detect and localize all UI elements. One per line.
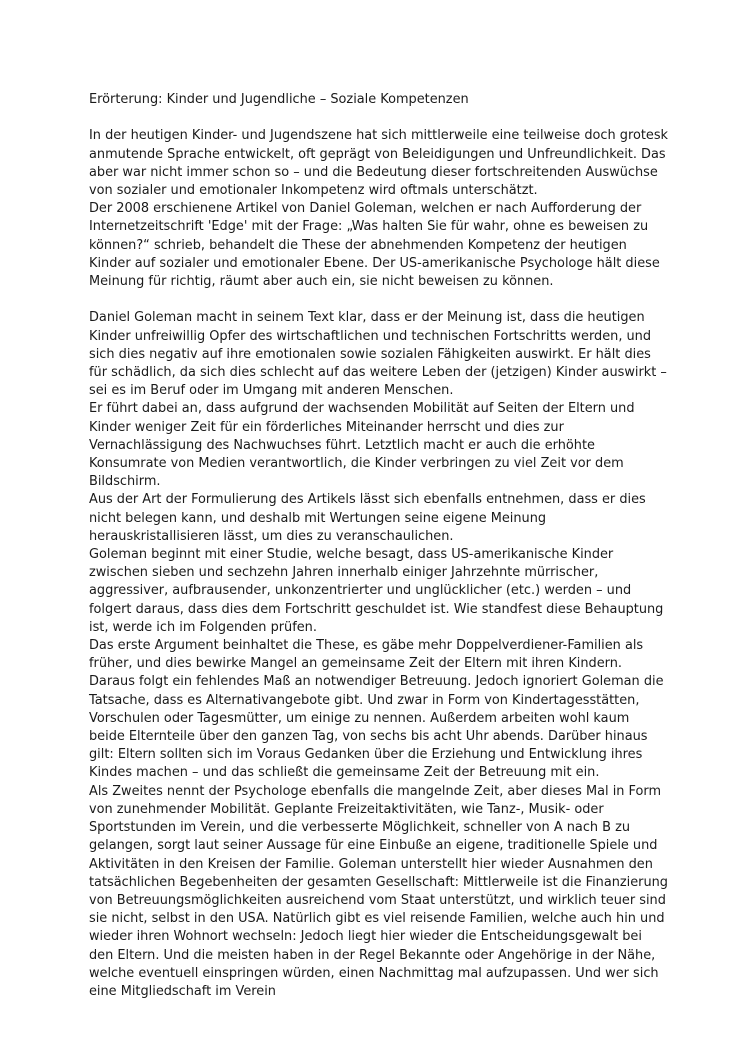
paragraph-mobility: Er führt dabei an, dass aufgrund der wachsenden Mobilität auf Seiten der Eltern und Kinder weniger Zeit für ein förderliches Miteinander herrscht und dies zur Vernachlässigung des Nachwuchses führt. Letztlich macht er auch die erhöhte Konsumrate von Medien verantwortlich, die Kinder verbringen zu viel Zeit vor dem Bildschirm. bbox=[89, 401, 635, 490]
paragraph-formulation: Aus der Art der Formulierung des Artikels lässt sich ebenfalls entnehmen, dass er dies nicht belegen kann, und deshalb mit Wertungen seine eigene Meinung herauskristallisieren lässt, um dies zu veranschaulichen. bbox=[89, 492, 646, 544]
document-body bbox=[89, 91, 669, 1001]
document-title: Erörterung: Kinder und Jugendliche – Soziale Kompetenzen bbox=[89, 92, 469, 107]
paragraph-article: Der 2008 erschienene Artikel von Daniel Goleman, welchen er nach Aufforderung der Internetzeitschrift 'Edge' mit der Frage: „Was halten Sie für wahr, ohne es beweisen zu können?“ schrieb, behandelt die These der abnehmenden Kompetenz der heutigen Kinder auf sozialer und emotionaler Ebene. Der US-amerikanische Psychologe hält diese Meinung für richtig, räumt aber auch ein, sie nicht beweisen zu können. bbox=[89, 201, 660, 290]
paragraph-study: Goleman beginnt mit einer Studie, welche besagt, dass US-amerikanische Kinder zwischen sieben und sechzehn Jahren innerhalb einiger Jahrzehnte mürrischer, aggressiver, aufbrausender, unkonzentrierter und unglücklicher (etc.) werden – und folgert daraus, dass dies dem Fortschritt geschuldet ist. Wie standfest diese Behauptung ist, werde ich im Folgenden prüfen. bbox=[89, 547, 664, 635]
paragraph-second-argument: Als Zweites nennt der Psychologe ebenfalls die mangelnde Zeit, aber dieses Mal in Form von zunehmender Mobilität. Geplante Freizeitaktivitäten, wie Tanz-, Musik- oder Sportstunden im Verein, und die verbesserte Möglichkeit, schneller von A nach B zu gelangen, sorgt laut seiner Aussage für eine Einbuße an eigene, traditionelle Spiele und Aktivitäten in den Kreisen der Familie. Goleman unterstellt hier wieder Ausnahmen den tatsächlichen Begebenheiten der gesamten Gesellschaft: Mittlerweile ist die Finanzierung von Betreuungsmöglichkeiten ausreichend vom Staat unterstützt, und wirklich teuer sind sie nicht, selbst in den USA. Natürlich gibt es viel reisende Familien, welche auch hin und wieder ihren Wohnort wechseln: Jedoch liegt hier wieder die Entscheidungsgewalt bei den Eltern. Und die meisten haben in der Regel Bekannte oder Angehörige in der Nähe, welche eventuell einspringen würden, einen Nachmittag mal aufzupassen. Und wer sich eine Mitgliedschaft im Verein bbox=[89, 783, 668, 999]
paragraph-first-argument: Das erste Argument beinhaltet die These, es gäbe mehr Doppelverdiener-Familien als früher, und dies bewirke Mangel an gemeinsame Zeit der Eltern mit ihren Kindern. Daraus folgt ein fehlendes Maß an notwendiger Betreuung. Jedoch ignoriert Goleman die Tatsache, dass es Alternativangebote gibt. Und zwar in Form von Kindertagesstätten, Vorschulen oder Tagesmütter, um einige zu nennen. Außerdem arbeiten wohl kaum beide Elternteile über den ganzen Tag, von sechs bis acht Uhr abends. Darüber hinaus gilt: Eltern sollten sich im Voraus Gedanken über die Erziehung und Entwicklung ihres Kindes machen – und das schließt die gemeinsame Zeit der Betreuung mit ein. bbox=[89, 638, 664, 781]
paragraph-gap bbox=[89, 291, 669, 309]
paragraph-thesis: Daniel Goleman macht in seinem Text klar, dass er der Meinung ist, dass die heutigen Kinder unfreiwillig Opfer des wirtschaftlichen und technischen Fortschritts werden, und sich dies negativ auf ihre emotionalen sowie sozialen Fähigkeiten auswirkt. Er hält dies für schädlich, da sich dies schlecht auf das weitere Leben der (jetzigen) Kinder auswirkt – sei es im Beruf oder im Umgang mit anderen Menschen. bbox=[89, 310, 667, 399]
paragraph-intro: In der heutigen Kinder- und Jugendszene hat sich mittlerweile eine teilweise doch grotesk anmutende Sprache entwickelt, oft geprägt von Beleidigungen und Unfreundlichkeit. Das aber war nicht immer schon so – und die Bedeutung dieser fortschreitenden Auswüchse von sozialer und emotionaler Inkompetenz wird oftmals unterschätzt. bbox=[89, 128, 669, 198]
